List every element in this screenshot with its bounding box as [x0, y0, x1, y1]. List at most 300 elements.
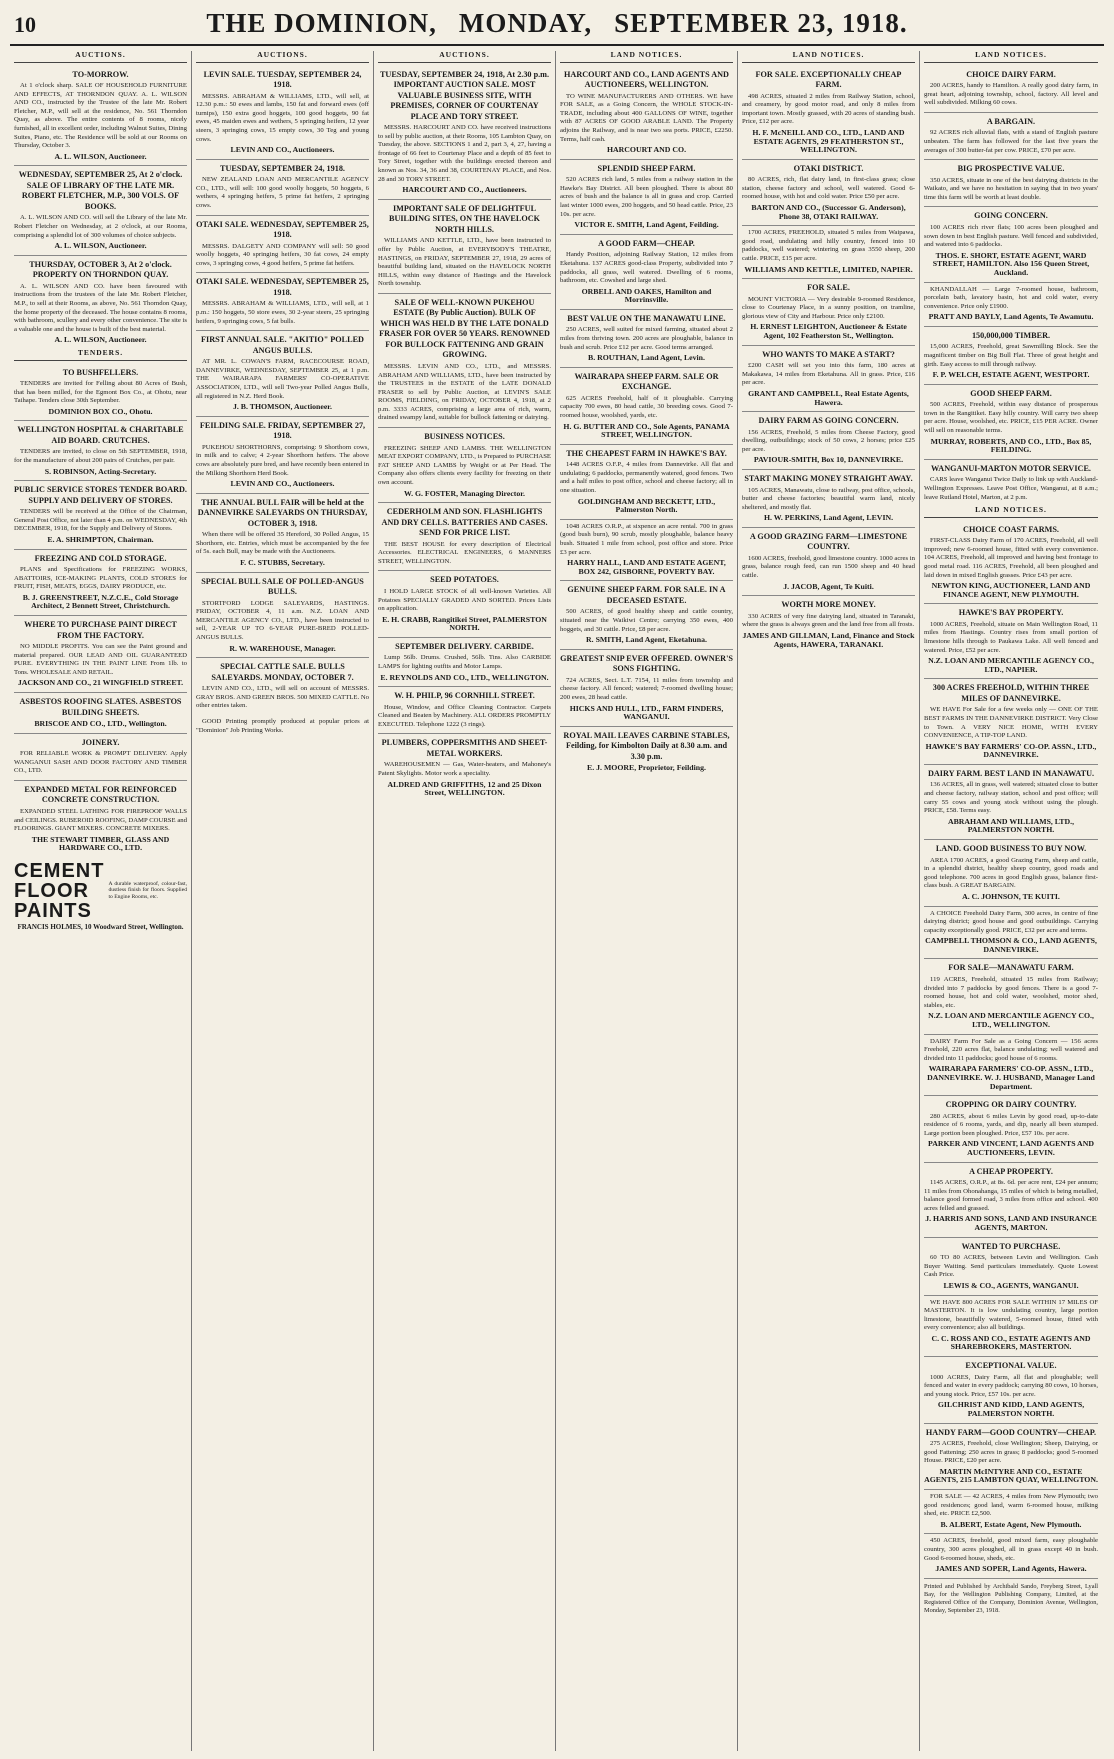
- ad-body: WAREHOUSEMEN — Gas, Water-heaters, and Mahoney's Patent Skylights. Motor work a speciality.: [378, 761, 551, 778]
- ad-heading: FOR SALE. EXCEPTIONALLY CHEAP FARM.: [755, 69, 902, 90]
- printing-notice: [196, 715, 369, 739]
- classified-ad: [924, 113, 1098, 160]
- classified-ad: [560, 66, 733, 160]
- ads-list: [14, 66, 187, 349]
- ad-heading: JOINERY.: [81, 737, 120, 747]
- ad-body: THE BEST HOUSE for every description of Electrical Accessories. ELECTRICAL ENGINEERS, 6 MANNERS STREET, WELLINGTON.: [378, 540, 551, 565]
- ad-agent: LEVIN AND CO., Auctioneers.: [230, 479, 335, 489]
- ad-body: 1448 ACRES O.F.P., 4 miles from Dannevirke. All flat and undulating; 6 paddocks, permanently watered, good fences. Two and a half miles to post office, school and cheese factory; all in one situation.: [560, 461, 733, 494]
- ad-heading: CEDERHOLM AND SON. FLASHLIGHTS AND DRY CELLS. BATTERIES AND CASES. SEND FOR PRICE LIST.: [381, 507, 548, 538]
- ad-heading: LAND. GOOD BUSINESS TO BUY NOW.: [935, 844, 1087, 854]
- classified-ad: [196, 658, 369, 715]
- ad-agent: R. SMITH, Land Agent, Eketahuna.: [586, 635, 707, 645]
- columns: [10, 51, 1104, 1751]
- classified-ad: [378, 687, 551, 734]
- ad-body: 1600 ACRES, freehold, good limestone country. 1000 acres in grass, balance rough feed, can run 1500 sheep and 40 head cattle.: [742, 554, 915, 580]
- ad-body: 520 ACRES rich land, 5 miles from a railway station in the Hawke's Bay District. All been ploughed. There is about 80 acres of bush and the balance is all in grass and crop. Carried last winter 1000 ewes, 200 hoggets, and 50 head cattle. Price, 23 10s. per acre.: [560, 176, 733, 218]
- classified-ad: [924, 1096, 1098, 1162]
- ad-heading: DAIRY FARM. BEST LAND IN MANAWATU.: [927, 768, 1095, 778]
- ad-agent: VICTOR E. SMITH, Land Agent, Feilding.: [574, 220, 719, 230]
- ad-heading: BIG PROSPECTIVE VALUE.: [957, 164, 1065, 174]
- ad-heading: WORTH MORE MONEY.: [781, 600, 876, 610]
- ad-agent: LEWIS & CO., AGENTS, WANGANUI.: [943, 1280, 1079, 1290]
- ad-body: FOR SALE — 42 ACRES, 4 miles from New Plymouth; two good residences; good land, warm 6-roomed house, milking shed, etc. PRICE £2,500.: [924, 1493, 1098, 1518]
- ad-heading: WEDNESDAY, SEPTEMBER 25, At 2 o'clock. SALE OF LIBRARY OF THE LATE MR. ROBERT FLETCHER, M.P., 300 VOLS. OF BOOKS.: [18, 170, 183, 211]
- ad-body: TO WINE MANUFACTURERS AND OTHERS. WE have FOR SALE, as a Going Concern, the WHOLE STOCK-IN-TRADE, including about 400 GALLONS OF WINE, together with 87 ACRES OF GOOD ARABLE LAND. The Property adjoins the Railway, and is near two sea ports. PRICE, £2250. Terms, half cash.: [560, 92, 733, 143]
- cement-blurb: A durable waterproof, colour-fast, dustless finish for floors. Supplied to Engine Rooms, etc.: [108, 880, 187, 901]
- ad-agent: B. ROUTHAN, Land Agent, Levin.: [588, 353, 705, 363]
- ad-heading: THE ANNUAL BULL FAIR will be held at the DANNEVIRKE SALEYARDS ON THURSDAY, OCTOBER 3, 1918.: [197, 497, 368, 528]
- classified-ad: [924, 460, 1098, 506]
- classified-ad: [14, 481, 187, 549]
- classified-ad: [378, 294, 551, 428]
- classified-ad: [378, 66, 551, 200]
- ad-agent: THE STEWART TIMBER, GLASS AND HARDWARE CO., LTD.: [31, 834, 170, 853]
- classified-ad: [196, 331, 369, 417]
- ad-agent: C. C. ROSS AND CO., ESTATE AGENTS AND SHAREBROKERS, MASTERTON.: [931, 1333, 1091, 1352]
- classified-ad: [14, 550, 187, 616]
- classified-ad: [924, 1534, 1098, 1578]
- ad-heading: LEVIN SALE. TUESDAY, SEPTEMBER 24, 1918.: [203, 69, 362, 90]
- ad-body: At 1 o'clock sharp. SALE OF HOUSEHOLD FURNITURE AND EFFECTS, AT THORNDON QUAY. A. L. WILSON AND CO., instructed by the Trustee of the late Mr. Robert Fletcher, M.P., will sell at the residence, No. 561 Thorndon Quay, as above. The entire contents of 8 rooms, nicely furnished, all in excellent order, including Walnut Suites, Dining Suites, Piano, etc. The Residence will be sold at our Rooms on Thursday, October 3.: [14, 82, 187, 150]
- ad-agent: JACKSON AND CO., 21 WINGFIELD STREET.: [17, 678, 184, 688]
- classified-ad: [924, 66, 1098, 113]
- ad-body: MESSRS. LEVIN AND CO., LTD., and MESSRS. ABRAHAM AND WILLIAMS, LTD., have been instructed by the TRUSTEES in the ESTATE of the LATE DONALD FRASER to sell by Public Auction, at LEVIN'S SALE ROOMS, FIELDING, on FRIDAY, OCTOBER 4, 1918, at 2 p.m. 3333 ACRES, comprising a large area of rich, warm, drained swampy land, suitable for bullock fattening or dairying.: [378, 362, 551, 422]
- classified-ad: [924, 283, 1098, 327]
- page-number: 10: [14, 12, 36, 37]
- ad-body: NEW ZEALAND LOAN AND MERCANTILE AGENCY CO., LTD., will sell: 100 good woolly hoggets, 50 hoggets, 6 wethers, 4 springing heifers, 5 prime fat heifers, 2 springing cows.: [196, 176, 369, 210]
- ad-heading: 150,000,000 TIMBER.: [971, 330, 1051, 340]
- ad-body: 105 ACRES, Manawatu, close to railway, post office, schools, butter and cheese factories; beautiful warm land, nicely sheltered, and mostly flat.: [742, 486, 915, 511]
- ad-agent: E. REYNOLDS AND CO., LTD., WELLINGTON.: [380, 672, 549, 682]
- classified-ad: [196, 216, 369, 274]
- ad-agent: J. HARRIS AND SONS, LAND AND INSURANCE AGENTS, MARTON.: [925, 1214, 1097, 1233]
- cement-word: CEMENT: [14, 859, 105, 882]
- ad-agent: CAMPBELL THOMSON & CO., LAND AGENTS, DANNEVIRKE.: [925, 936, 1097, 954]
- ad-agent: S. ROBINSON, Acting-Secretary.: [44, 466, 157, 476]
- ad-agent: BRISCOE AND CO., LTD., Wellington.: [34, 719, 167, 729]
- ad-body: Handy Position, adjoining Railway Station, 12 miles from Eketahuna. 137 ACRES good-class Property, subdivided into 7 paddocks, all grass, well watered. Dwelling of 6 rooms, bathroom, etc. Cowshed and large shed.: [560, 251, 733, 285]
- ad-heading: THE CHEAPEST FARM IN HAWKE'S BAY.: [566, 448, 727, 458]
- ad-heading: WHO WANTS TO MAKE A START?: [762, 349, 895, 359]
- column-header: LAND NOTICES.: [560, 51, 733, 63]
- classified-ad: [378, 200, 551, 294]
- ad-body: 500 ACRES, Freehold, within easy distance of prosperous town in the Rangitikei. Easy hilly country. Will carry two sheep per acre. House, woolshed, etc. PRICE, £15 PER ACRE. Owner will sell on reasonable terms.: [924, 401, 1098, 435]
- ad-body: 136 ACRES, all in grass, well watered; situated close to butter and cheese factory, railway station, school and post office; will carry 55 cows and young stock without using the plough. PRICE, £58. Terms easy.: [924, 781, 1098, 815]
- ad-heading: SEPTEMBER DELIVERY. CARBIDE.: [395, 641, 534, 651]
- ad-heading: GOING CONCERN.: [974, 211, 1048, 221]
- classified-ad: [924, 160, 1098, 207]
- ad-body: STORTFORD LODGE SALEYARDS, HASTINGS. FRIDAY, OCTOBER 4, 11 a.m. N.Z. LOAN AND MERCANTILE AGENCY CO., LTD., have been instructed to sell, 2-YEAR UP TO 6-YEAR PURE-BRED POLLED-ANGUS BULLS.: [196, 599, 369, 641]
- ad-body: 80 ACRES, rich, flat dairy land, in first-class grass; close station, cheese factory and school, well watered. Good 6-roomed house, with hot and cold water. Price £50 per acre.: [742, 176, 915, 201]
- ad-agent: A. C. JOHNSON, TE KUITI.: [962, 891, 1060, 901]
- classified-ad: [924, 959, 1098, 1034]
- ad-body: MESSRS. ABRAHAM & WILLIAMS, LTD., will sell, at 12.30 p.m.: 50 ewes and lambs, 150 fat and forward ewes (off turnips), 150 extra good hoggets, 100 good hoggets, 90 fat ewes, 45 maiden ewes and wethers, 5 springing heifers, 12 year steers, 3 springing cows, 15 empty cows, 30 Teg and young cows.: [196, 92, 369, 143]
- ad-heading: FREEZING AND COLD STORAGE.: [34, 553, 167, 563]
- ad-heading: ASBESTOS ROOFING SLATES. ASBESTOS BUILDING SHEETS.: [19, 697, 182, 717]
- ad-heading: BEST VALUE ON THE MANAWATU LINE.: [567, 313, 726, 323]
- ad-body: MESSRS. HARCOURT AND CO. have received instructions to sell by public auction, at their Rooms, 105 Lambton Quay, on Tuesday, the above. SECTIONS 1 and 2, part 3, 4, 27, having a frontage of 66 feet to Courtenay Place and a depth of 85 feet to Tory Street, together with the buildings erected thereon and known as Nos. 34, 36 and 38, COURTENAY PLACE, and Nos. 28 and 30 TORY STREET.: [378, 124, 551, 183]
- printing-notice-text: GOOD Printing promptly produced at popular prices at "Dominion" Job Printing Works.: [196, 717, 369, 734]
- classified-ad: [924, 327, 1098, 385]
- ad-agent: ALDRED AND GRIFFITHS, 12 and 25 Dixon Street, WELLINGTON.: [387, 779, 542, 798]
- column-5: [738, 51, 920, 1751]
- ad-heading: A CHEAP PROPERTY.: [969, 1166, 1053, 1176]
- ad-body: 1700 ACRES, FREEHOLD, situated 5 miles from Waipawa, good road, undulating and hilly country, fenced into 10 paddocks, well watered; wintering on grass 3550 sheep, 200 cattle. PRICE, £15 per acre.: [742, 229, 915, 262]
- ad-body: A. L. WILSON AND CO. will sell the Library of the late Mr. Robert Fletcher on Wednesday, at 2 o'clock, at our Rooms, comprising a splendid lot of 300 volumes of choice subjects.: [14, 214, 187, 239]
- classified-ad: [924, 1424, 1098, 1490]
- ad-agent: GRANT AND CAMPBELL, Real Estate Agents, Hawera.: [748, 388, 909, 407]
- ad-body: KHANDALLAH — Large 7-roomed house, bathroom, porcelain bath, lavatory basin, hot and cold water, every convenience. Price only £1900.: [924, 285, 1098, 310]
- classified-ad: [14, 364, 187, 422]
- ad-agent: B. ALBERT, Estate Agent, New Plymouth.: [940, 1519, 1082, 1529]
- classified-ad: [924, 1163, 1098, 1238]
- masthead-date: SEPTEMBER 23, 1918.: [614, 8, 908, 38]
- ad-body: FIRST-CLASS Dairy Farm of 170 ACRES, Freehold, all well improved; new 6-roomed house, fitted with every convenience. 104 ACRES, Freehold, all improved and having best frontage to good metal road. 116 ACRES, Freehold, all been ploughed and laid down in mixed English grasses. Price £43 per acre.: [924, 537, 1098, 579]
- ad-agent: ORBELL AND OAKES, Hamilton and Morrinsville.: [581, 286, 712, 305]
- ad-heading: HARCOURT AND CO., LAND AGENTS AND AUCTIONEERS, WELLINGTON.: [564, 69, 729, 90]
- ad-body: House, Window, and Office Cleaning Contractor. Carpets Cleaned and Beaten by Machinery. ALL ORDERS PROMPTLY EXECUTED. Telephone 1222 (3 rings).: [378, 703, 551, 728]
- ad-body: 1048 ACRES O.R.P., at sixpence an acre rental. 700 in grass (good bush burn), 90 scrub, mostly ploughable, balance heavy bush. Situated 1 mile from school, post office and store. Price £3 per acre.: [560, 522, 733, 556]
- ad-heading: START MAKING MONEY STRAIGHT AWAY.: [744, 474, 913, 483]
- ad-heading: IMPORTANT SALE OF DELIGHTFUL BUILDING SITES, ON THE HAVELOCK NORTH HILLS.: [389, 203, 540, 234]
- ad-body: 15,000 ACRES, Freehold, great Sawmilling Block. See the magnificent timber on Big Bull Flat. Three of great height and girth. Easy access to mill through railway.: [924, 343, 1098, 368]
- ad-heading: OTAKI SALE. WEDNESDAY, SEPTEMBER 25, 1918.: [196, 277, 369, 297]
- classified-ad: [560, 235, 733, 310]
- ad-agent: N.Z. LOAN AND MERCANTILE AGENCY CO., LTD., NAPIER.: [928, 656, 1094, 674]
- ad-heading: BUSINESS NOTICES.: [424, 432, 505, 442]
- classified-ad: [560, 520, 733, 582]
- ad-heading: THURSDAY, OCTOBER 3, At 2 o'clock. PROPERTY ON THORNDON QUAY.: [29, 259, 172, 280]
- ad-body: 1000 ACRES, Freehold, situate on Main Wellington Road, 11 miles from Hastings. Country rises from small portion of limestone hills through to Paukawa Lake. All well fenced and watered. Price, £52 per acre.: [924, 620, 1098, 654]
- classified-ad: [924, 604, 1098, 679]
- ad-agent: NEWTON KING, AUCTIONEER, LAND AND FINANCE AGENT, NEW PLYMOUTH.: [931, 581, 1091, 599]
- classified-ad: [14, 616, 187, 693]
- ad-body: CARS leave Wanganui Twice Daily to link up with Auckland-Wellington Expresses. Leave Post Office, Wanganui, at 8 a.m.; leave Rutland Hotel, Marton, at 2 p.m.: [924, 476, 1098, 501]
- floor-word: FLOOR: [14, 879, 89, 902]
- ad-heading: TUESDAY, SEPTEMBER 24, 1918, At 2.30 p.m. IMPORTANT AUCTION SALE. MOST VALUABLE BUSINESS SITE, WITH PREMISES, CORNER OF COURTENAY PLACE AND TORY STREET.: [379, 69, 550, 121]
- ad-heading: EXCEPTIONAL VALUE.: [965, 1361, 1057, 1371]
- ad-heading: GREATEST SNIP EVER OFFERED. OWNER'S SONS FIGHTING.: [560, 653, 733, 674]
- ad-heading: W. H. PHILP, 96 CORNHILL STREET.: [394, 691, 535, 701]
- ad-heading: OTAKI DISTRICT.: [793, 163, 864, 173]
- ad-agent: WILLIAMS AND KETTLE, LIMITED, NAPIER.: [744, 264, 913, 274]
- ad-body: FREEZING SHEEP AND LAMBS. THE WELLINGTON MEAT EXPORT COMPANY, LTD., is Prepared to PURCHASE FAT SHEEP AND LAMBS by Weight or at Per Head. The Company also offers clients every facility for freezing on their own account.: [378, 444, 551, 486]
- ad-heading: WHERE TO PURCHASE PAINT DIRECT FROM THE FACTORY.: [24, 620, 177, 640]
- cement-floor-paints-ad: [14, 861, 187, 921]
- column-3: [374, 51, 556, 1751]
- classified-ad: [742, 596, 915, 653]
- column-1: [10, 51, 192, 1751]
- ad-heading: FOR SALE.: [807, 283, 850, 293]
- ads-list: [378, 66, 551, 802]
- ad-agent: E. H. CRABB, Rangitikei Street, PALMERSTON NORTH.: [382, 614, 547, 633]
- ad-agent: JAMES AND GILLMAN, Land, Finance and Stock Agents, HAWERA, TARANAKI.: [742, 630, 915, 649]
- ad-heading: CROPPING OR DAIRY COUNTRY.: [945, 1100, 1077, 1110]
- ad-heading: HAWKE'S BAY PROPERTY.: [958, 608, 1064, 618]
- ad-heading: A BARGAIN.: [986, 116, 1036, 126]
- classified-ad: [560, 650, 733, 727]
- ad-body: 280 ACRES, about 6 miles Levin by good road, up-to-date residence of 6 rooms, yards, and dip, nearly all been stumped. Large portion been ploughed. Price, £57 10s. per acre.: [924, 1112, 1098, 1137]
- ad-body: 275 ACRES, Freehold, close Wellington; Sheep, Dairying, or good Fattening; 250 acres in grass; 8 paddocks; good 5-roomed House. PRICE, £20 per acre.: [924, 1440, 1098, 1465]
- ad-body: PLANS and Specifications for FREEZING WORKS, ABATTOIRS, ICE-MAKING PLANTS, COLD STORES for FRUIT, FISH, MEATS, EGGS, DAIRY PRODUCE, etc.: [14, 566, 187, 591]
- classified-ad: [560, 368, 733, 445]
- ad-agent: MARTIN McINTYRE AND CO., ESTATE AGENTS, 215 LAMBTON QUAY, WELLINGTON.: [924, 1466, 1098, 1485]
- ad-agent: HARCOURT AND CO., Auctioneers.: [402, 185, 527, 195]
- ad-agent: H. W. PERKINS, Land Agent, LEVIN.: [763, 513, 894, 523]
- classified-ad: [196, 417, 369, 494]
- ad-heading: OTAKI SALE. WEDNESDAY, SEPTEMBER 25, 1918.: [196, 219, 369, 240]
- classified-ad: [196, 573, 369, 659]
- classified-ad: [924, 385, 1098, 460]
- classified-ad: [378, 428, 551, 503]
- ads-list: [742, 66, 915, 654]
- ad-agent: HARCOURT AND CO.: [606, 145, 687, 155]
- classified-ad: [742, 412, 915, 470]
- ad-heading: SALE OF WELL-KNOWN PUKEHOU ESTATE (By Public Auction). BULK OF WHICH WAS HELD BY THE LATE DONALD FRASER FOR OVER 50 YEARS. RENOWNED FOR BULLOCK FATTENING AND GRAIN GROWING.: [379, 297, 550, 360]
- ad-agent: F. P. WELCH, ESTATE AGENT, WESTPORT.: [932, 370, 1090, 380]
- tenders-header: TENDERS.: [14, 349, 187, 361]
- ad-agent: THOS. E. SHORT, ESTATE AGENT, WARD STREET, HAMILTON. Also 156 Queen Street, Auckland.: [932, 250, 1090, 277]
- ad-agent: E. A. SHRIMPTON, Chairman.: [47, 535, 154, 544]
- ad-body: 1000 ACRES, Dairy Farm, all flat and ploughable; well fenced and water in every paddock; carrying 80 cows, 10 horses, and young stock. Price, £57 10s. per acre.: [924, 1373, 1098, 1398]
- ad-body: DAIRY Farm For Sale as a Going Concern — 156 acres Freehold, 220 acres flat, balance undulating; well watered and divided into 11 paddocks; good house of 6 rooms.: [924, 1037, 1098, 1062]
- ad-agent: ABRAHAM AND WILLIAMS, LTD., PALMERSTON NORTH.: [947, 816, 1075, 835]
- ad-agent: J. JACOB, Agent, Te Kuiti.: [783, 581, 874, 591]
- ad-body: 200 ACRES, handy to Hamilton. A really good dairy farm, in great heart, adjoining township, school, factory. All level and well subdivided. Milking 60 cows.: [924, 82, 1098, 107]
- ad-body: AREA 1700 ACRES, a good Grazing Farm, sheep and cattle, in a splendid district, healthy sheep country, good roads and good telephone. 700 acres in good English grass, balance first-class bush. A GREAT BARGAIN.: [924, 856, 1098, 890]
- classified-ad: [378, 503, 551, 571]
- ad-body: TENDERS are invited, to close on 5th SEPTEMBER, 1918, for the manufacture of about 200 pairs of Crutches, per pair.: [14, 448, 187, 465]
- ad-heading: FEILDING SALE. FRIDAY, SEPTEMBER 27, 1918.: [199, 420, 366, 441]
- ad-body: 500 ACRES, of good healthy sheep and cattle country, situated near the Waikiwi Centre; carrying 350 ewes, 400 hoggets, and 30 cattle. Price, £8 per acre.: [560, 608, 733, 633]
- ad-agent: PARKER AND VINCENT, LAND AGENTS AND AUCTIONEERS, LEVIN.: [928, 1139, 1094, 1157]
- ad-heading: TUESDAY, SEPTEMBER 24, 1918.: [220, 163, 345, 173]
- masthead-title: [206, 8, 907, 39]
- ad-body: TENDERS will be received at the Office of the Chairman, General Post Office, not later than 4 p.m. on WEDNESDAY, 4th DECEMBER, 1918, for the Supply and Delivery of Stores.: [14, 508, 187, 533]
- ad-agent: F. C. STUBBS, Secretary.: [240, 558, 325, 567]
- ad-agent: J. B. THOMSON, Auctioneer.: [233, 402, 332, 412]
- ad-agent: WAIRARAPA FARMERS' CO-OP. ASSN., LTD., DANNEVIRKE. W. J. HUSBAND, Manager Land Department.: [927, 1064, 1095, 1091]
- ad-agent: GILCHRIST AND KIDD, LAND AGENTS, PALMERSTON NORTH.: [937, 1400, 1085, 1418]
- ad-agent: HICKS AND HULL, LTD., FARM FINDERS, WANGANUI.: [569, 703, 724, 722]
- ad-heading: SPECIAL BULL SALE OF POLLED-ANGUS BULLS.: [201, 576, 364, 597]
- ad-heading: A GOOD GRAZING FARM—LIMESTONE COUNTRY.: [749, 531, 908, 552]
- ad-body: 1145 ACRES, O.R.P., at 8s. 6d. per acre rent, £24 per annum; 11 miles from Ohonahanga, 15 miles of which is being metalled, balance good formed road, 3 miles from office and school. 400 acres felled and grassed.: [924, 1179, 1098, 1212]
- ad-agent: R. W. WAREHOUSE, Manager.: [229, 643, 336, 653]
- ad-body: Lump 56lb. Drums. Crushed, 56lb. Tins. Also CARBIDE LAMPS for lighting outfits and Motor Lamps.: [378, 654, 551, 670]
- classified-ad: [924, 679, 1098, 765]
- classified-ad: [924, 840, 1098, 906]
- ad-body: 119 ACRES, Freehold, situated 15 miles from Railway; divided into 7 paddocks by good fences. There is a good 7-roomed house, hot and cold water, woolshed, motor shed, stables, etc.: [924, 975, 1098, 1009]
- ad-body: 100 ACRES rich river flats; 100 acres been ploughed and sown down in best English pasture. Well fenced and subdivided, and watered into 6 paddocks.: [924, 223, 1098, 249]
- paints-word: PAINTS: [14, 899, 92, 922]
- ad-heading: GOOD SHEEP FARM.: [970, 388, 1052, 398]
- ad-heading: CHOICE COAST FARMS.: [963, 524, 1059, 534]
- ad-heading: FIRST ANNUAL SALE. "AKITIO" POLLED ANGUS BULLS.: [201, 335, 364, 355]
- ad-body: A. L. WILSON AND CO. have been favoured with instructions from the trustees of the late Mr. Robert Fletcher, M.P., to sell at their Rooms, as above, No. 561 Thorndon Quay, the home property of the deceased. The house contains 8 rooms, with bathroom, scullery and every other convenience. The site is a valuable one and the house is built of the best material.: [14, 282, 187, 333]
- ad-body: 60 TO 80 ACRES, between Levin and Wellington. Cash Buyer Waiting. Send particulars immediately. Quote Lowest Cash Price.: [924, 1254, 1098, 1279]
- classified-ad: [560, 581, 733, 649]
- ad-heading: EXPANDED METAL FOR REINFORCED CONCRETE CONSTRUCTION.: [24, 784, 177, 805]
- classified-ad: [196, 66, 369, 160]
- ad-agent: H. F. McNEILL AND CO., LTD., LAND AND ESTATE AGENTS, 29 FEATHERSTON ST., WELLINGTON.: [752, 127, 905, 155]
- column-header: LAND NOTICES.: [742, 51, 915, 63]
- masthead: [10, 8, 1104, 46]
- ad-agent: HAWKE'S BAY FARMERS' CO-OP. ASSN., LTD., DANNEVIRKE.: [925, 741, 1097, 760]
- ad-heading: SPLENDID SHEEP FARM.: [597, 163, 696, 173]
- classified-ad: [924, 1490, 1098, 1534]
- ad-agent: B. J. GREENSTREET, N.Z.C.E., Cold Storage Architect, 2 Bennett Street, Christchurch.: [22, 592, 179, 611]
- ad-agent: A. L. WILSON, Auctioneer.: [54, 335, 147, 345]
- masthead-day: MONDAY,: [458, 8, 593, 38]
- ad-body: 330 ACRES of very fine dairying land, situated in Taranaki, where the grass is always green and the land free from all frosts.: [742, 612, 915, 629]
- ad-body: NO MIDDLE PROFITS. You can see the Paint ground and material prepared. OUR LEAD AND OIL GUARANTEED PURE. EVERYTHING IN THE PAINT LINE From 1lb. to Tons. WHOLESALE AND RETAIL.: [14, 643, 187, 676]
- ad-agent: PRATT AND BAYLY, Land Agents, Te Awamutu.: [928, 312, 1094, 322]
- classified-ad: [924, 207, 1098, 282]
- classified-ad: [560, 445, 733, 520]
- ad-agent: A. L. WILSON, Auctioneer.: [54, 151, 147, 161]
- ad-heading: FOR SALE—MANAWATU FARM.: [948, 963, 1074, 973]
- ad-heading: PUBLIC SERVICE STORES TENDER BOARD. SUPPLY AND DELIVERY OF STORES.: [14, 485, 187, 505]
- column-2: [192, 51, 374, 1751]
- ad-body: TENDERS are invited for Felling about 80 Acres of Bush, that has been milled, for the Egmont Box Co., at Ohotu, near Taihape. Tenders close 30th September.: [14, 380, 187, 405]
- classified-ad: [196, 273, 369, 331]
- classified-ad: [14, 421, 187, 481]
- classified-ad: [14, 166, 187, 255]
- printer-imprint: Printed and Published by Archibald Sando, Freyberg Street, Lyall Bay, for the Wellington Publishing Company, Limited, at the Registered Office of the Company, Dominion Avenue, Wellington, Monday, September 23, 1918.: [924, 1582, 1098, 1614]
- ad-body: I HOLD LARGE STOCK of all well-known Varieties. All Potatoes SPECIALLY GRADED AND SORTED. Prices Lists on application.: [378, 587, 551, 613]
- classified-ad: [742, 528, 915, 596]
- ad-body: 724 ACRES, Sect. L.T. 7154, 11 miles from township and cheese factory. All fenced; watered; 7-roomed dwelling house; 200 ewes, 28 head cattle.: [560, 676, 733, 701]
- newspaper-name: THE DOMINION,: [206, 8, 437, 38]
- ad-agent: PAVIOUR-SMITH, Box 10, DANNEVIRKE.: [753, 455, 904, 465]
- ad-agent: LEVIN AND CO., Auctioneers.: [230, 145, 335, 155]
- ad-body: 250 ACRES, well suited for mixed farming, situated about 2 miles from thriving town. 200 acres are ploughable, balance in bush and scrub. Price £12 per acre. Good terms arranged.: [560, 326, 733, 351]
- classified-ad: [560, 310, 733, 368]
- ad-agent: N.Z. LOAN AND MERCANTILE AGENCY CO., LTD., WELLINGTON.: [928, 1011, 1094, 1029]
- column-6: [920, 51, 1102, 1751]
- classified-ad: [924, 521, 1098, 605]
- ad-heading: HANDY FARM—GOOD COUNTRY—CHEAP.: [925, 1427, 1097, 1437]
- ad-body: MESSRS. ABRAHAM & WILLIAMS, LTD., will sell, at 1 p.m.: 150 hoggets, 50 store ewes, 30 2-year steers, 25 springing heifers, 9 springing cows, 5 fat bulls.: [196, 300, 369, 325]
- classified-ad: [742, 470, 915, 528]
- classified-ad: [14, 734, 187, 781]
- tenders-list: [14, 364, 187, 857]
- column-header: AUCTIONS.: [196, 51, 369, 63]
- classified-ad: [14, 66, 187, 167]
- ad-body: 350 ACRES, situate in one of the best dairying districts in the Waikato, and we have no hesitation in saying that in two years' time this farm will be worth at least double.: [924, 176, 1098, 201]
- ad-body: AT MR. L. COWAN'S FARM, RACECOURSE ROAD, DANNEVIRKE, WEDNESDAY, SEPTEMBER 25, at 1 p.m. THE WAIRARAPA FARMERS' CO-OPERATIVE ASSOCIATION, LTD., will sell Two-year Polled Angus Bulls, all registered in N.Z. Herd Book.: [196, 358, 369, 400]
- ad-body: WILLIAMS AND KETTLE, LTD., have been instructed to offer by Public Auction, at EVERYBODY'S THEATRE, HASTINGS, on FRIDAY, SEPTEMBER 27, 1918, 29 acres of beautiful building land, situated on the HAVELOCK NORTH HILLS, within easy distance of Hastings and the Havelock North township.: [378, 237, 551, 288]
- classified-ad: [196, 160, 369, 216]
- ad-body: LEVIN AND CO., LTD., will sell on account of MESSRS. GRAY BROS. AND GREEN BROS. 500 MIXED CATTLE. No other entries taken.: [196, 685, 369, 710]
- classified-ad: [14, 693, 187, 734]
- column-header: AUCTIONS.: [14, 51, 187, 63]
- ads-list: [924, 66, 1098, 507]
- ad-heading: DAIRY FARM AS GOING CONCERN.: [758, 416, 899, 426]
- ad-agent: W. G. FOSTER, Managing Director.: [403, 488, 525, 498]
- ads-list: [196, 66, 369, 715]
- classified-ad: [560, 727, 733, 777]
- ad-body: A CHOICE Freehold Dairy Farm, 300 acres, in centre of fine dairying district; good house and good outbuildings. Carrying capacity exceptionally good. PRICE, £32 per acre and terms.: [924, 909, 1098, 934]
- classified-ad: [742, 226, 915, 279]
- ad-agent: GOLDINGHAM AND BECKETT, LTD., Palmerston North.: [577, 496, 716, 515]
- ad-heading: TO BUSHFELLERS.: [62, 367, 139, 377]
- classified-ad: [378, 638, 551, 687]
- ad-body: EXPANDED STEEL LATHING FOR FIREPROOF WALLS and CEILINGS. RUBEROID ROOFING, DAMP COURSE and FLOORINGS. GIANT MIXERS. CONCRETE MIXERS.: [14, 807, 187, 833]
- ad-heading: GENUINE SHEEP FARM. FOR SALE. IN A DECEASED ESTATE.: [567, 585, 726, 605]
- column-header: LAND NOTICES.: [924, 506, 1098, 518]
- ad-heading: WANGANUI-MARTON MOTOR SERVICE.: [931, 463, 1091, 473]
- ad-body: WE HAVE 800 ACRES FOR SALE WITHIN 17 MILES OF MASTERTON. It is low undulating country, large portion limestone, beautifully watered, 5-roomed house, fitted with every convenience; also all buildings.: [924, 1298, 1098, 1332]
- ad-heading: PLUMBERS, COPPERSMITHS AND SHEET-METAL WORKERS.: [381, 738, 548, 758]
- classified-ad: [14, 781, 187, 857]
- ad-body: 625 ACRES Freehold, half of it ploughable. Carrying capacity 700 ewes, 80 head cattle, 30 breeding cows. Good 7-roomed house, woolshed, yards, etc.: [560, 394, 733, 419]
- ad-agent: HARRY HALL, LAND AND ESTATE AGENT, BOX 242, GISBORNE, POVERTY BAY.: [567, 558, 726, 576]
- classified-ad: [378, 571, 551, 637]
- column-header: AUCTIONS.: [378, 51, 551, 63]
- ad-heading: WELLINGTON HOSPITAL & CHARITABLE AID BOARD. CRUTCHES.: [17, 425, 184, 445]
- ad-agent: JAMES AND SOPER, Land Agents, Hawera.: [935, 1564, 1087, 1574]
- classified-ad: [14, 256, 187, 349]
- ad-agent: E. J. MOORE, Proprietor, Feilding.: [587, 763, 706, 773]
- classified-ad: [924, 1238, 1098, 1296]
- classified-ad: [196, 494, 369, 573]
- ad-body: 156 ACRES, Freehold, 5 miles from Cheese Factory, good dwelling, outbuildings; stock of 50 cows, 2 horses; price £25 per acre.: [742, 428, 915, 453]
- ad-body: 450 ACRES, freehold, good mixed farm, easy ploughable country, 300 acres ploughed, all in grass except 40 in bush. Good 6-roomed house, sheds, etc.: [924, 1537, 1098, 1562]
- ad-agent: DOMINION BOX CO., Ohotu.: [48, 406, 153, 416]
- cement-agent: FRANCIS HOLMES, 10 Woodward Street, Wellington.: [17, 922, 184, 931]
- ad-body: WE HAVE For Sale for a few weeks only — ONE OF THE BEST FARMS IN THE DANNEVIRKE DISTRICT. Very Close to Town. A VERY NICE HOME, WITH EVERY CONVENIENCE, A TIP-TOP LAND.: [924, 706, 1098, 740]
- ad-heading: WAIRARAPA SHEEP FARM. SALE OR EXCHANGE.: [574, 371, 719, 392]
- ad-heading: CHOICE DAIRY FARM.: [966, 69, 1056, 79]
- classified-ad: [742, 346, 915, 412]
- ad-heading: SPECIAL CATTLE SALE. BULLS SALEYARDS. MONDAY, OCTOBER 7.: [211, 662, 354, 682]
- ad-body: PUKEHOU SHORTHORNS, comprising: 9 Shorthorn cows, in milk and to calve; 4 2-year Shorthorn heifers. The above cows are absolutely pure bred, and have recently been entered in the Milking Shorthorn Herd Book.: [196, 443, 369, 477]
- classified-ad: [742, 66, 915, 160]
- ads-list: [560, 66, 733, 777]
- ad-heading: WANTED TO PURCHASE.: [961, 1241, 1061, 1251]
- ad-body: 498 ACRES, situated 2 miles from Railway Station, school, and creamery, by good motor road, and only 8 miles from important town. Mostly grassed, with 20 acres of standing bush. Price, £12 per acre.: [742, 92, 915, 126]
- ad-heading: 300 ACRES FREEHOLD, WITHIN THREE MILES OF DANNEVIRKE.: [932, 683, 1090, 703]
- classified-ad: [924, 1296, 1098, 1358]
- ad-body: 92 ACRES rich alluvial flats, with a stand of English pasture unbeaten. The farm has followed for the last five years the averages of 300 butter-fat per cow. PRICE, £70 per acre.: [924, 129, 1098, 154]
- classified-ad: [924, 765, 1098, 840]
- ad-body: MESSRS. DALGETY AND COMPANY will sell: 50 good woolly hoggets, 40 springing heifers, 30 fat cows, 24 empty cows, 3 springing cows, 4 good heifers, 5 prime fat heifers.: [196, 242, 369, 267]
- ad-heading: TO-MORROW.: [72, 69, 129, 79]
- ad-body: MOUNT VICTORIA — Very desirable 9-roomed Residence, close to Courtenay Place, in a sunny position, on tramline, glorious view of City and Harbour. Price only £2100.: [742, 295, 915, 320]
- ad-body: When there will be offered 35 Hereford, 30 Polled Angus, 15 Shorthorn, etc. Entries, which must be accompanied by the fee of 5s. each Bull, may be made with the Auctioneers.: [196, 531, 369, 556]
- ad-body: £200 CASH will set you into this farm, 180 acres at Makakawa, 14 miles from Eketahuna. All in grass. Price, £16 per acre.: [742, 362, 915, 387]
- column-4: [556, 51, 738, 1751]
- classified-ad: [924, 907, 1098, 960]
- ad-body: FOR RELIABLE WORK & PROMPT DELIVERY. Apply WANGANUI SASH AND DOOR FACTORY AND TIMBER CO., LTD.: [14, 750, 187, 775]
- ad-agent: BARTON AND CO., (Successor G. Anderson), Phone 38, OTAKI RAILWAY.: [751, 203, 906, 221]
- ad-agent: H. G. BUTTER AND CO., Sole Agents, PANAMA STREET, WELLINGTON.: [563, 421, 730, 440]
- ad-agent: H. ERNEST LEIGHTON, Auctioneer & Estate Agent, 102 Featherston St., Wellington.: [750, 322, 907, 341]
- ad-heading: SEED POTATOES.: [430, 575, 499, 585]
- ad-heading: A GOOD FARM—CHEAP.: [598, 238, 695, 248]
- classified-ad: [560, 160, 733, 235]
- classified-ad: [924, 1357, 1098, 1423]
- ad-heading: ROYAL MAIL LEAVES CARBINE STABLES, Feilding, for Kimbolton Daily at 8.30 a.m. and 3.30 p.m.: [563, 730, 730, 761]
- classified-ad: [742, 279, 915, 345]
- ad-agent: MURRAY, ROBERTS, AND CO., LTD., Box 85, FEILDING.: [930, 436, 1092, 455]
- ad-agent: A. L. WILSON, Auctioneer.: [54, 241, 147, 251]
- classified-ad: [924, 1035, 1098, 1097]
- classified-ad: [378, 734, 551, 801]
